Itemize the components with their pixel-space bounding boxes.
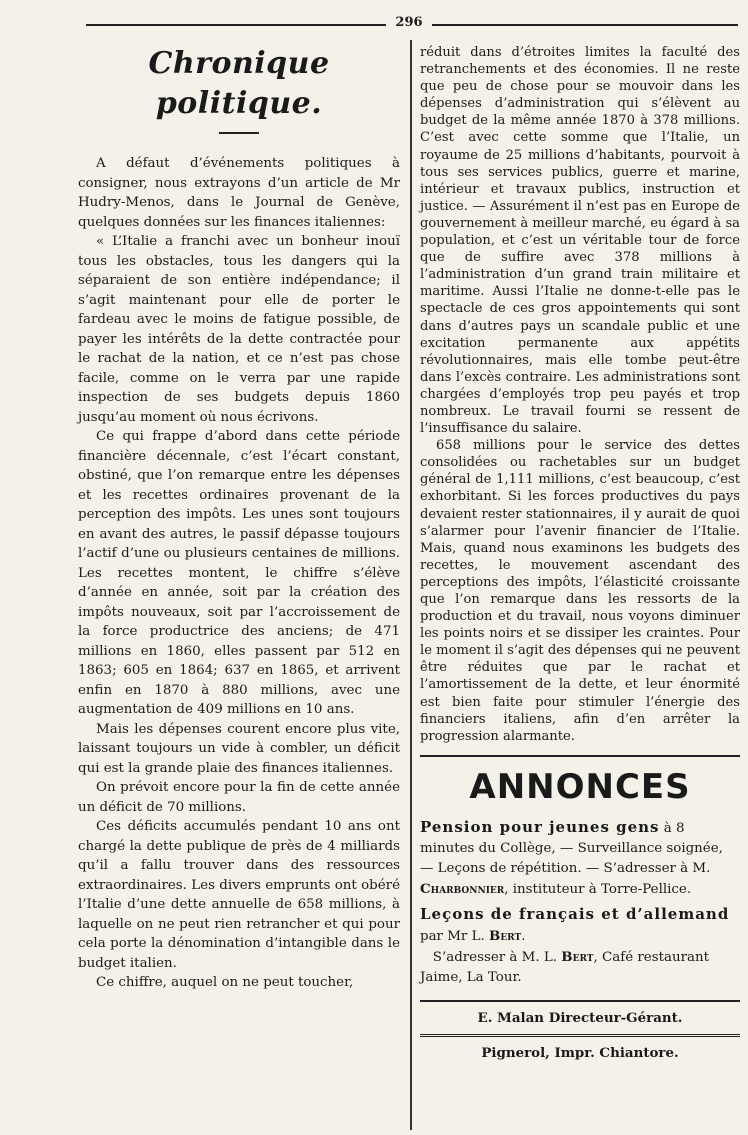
article-paragraph: A défaut d’événements politiques à consigner, nous extrayons d’un article de Mr Hudry-Menos, dans le Journal de Genève, quelques données sur les finances italiennes: [78, 156, 400, 230]
section-rule [420, 755, 740, 757]
annonces-heading: ANNONCES [469, 766, 691, 807]
ad-text: S’adresser à M. L. [432, 949, 558, 965]
header-rule-right [432, 24, 738, 26]
editor-credit: E. Malan Directeur-Gérant. [477, 1009, 683, 1026]
article-title: Chronique politique. [148, 46, 330, 121]
ad-headline: Leçons de français et d’allemand [420, 904, 730, 923]
footer-rule [420, 1000, 740, 1002]
right-column [420, 44, 740, 1063]
header-rule-left [86, 24, 386, 26]
ad-contact-name: Bert [561, 948, 594, 965]
article-paragraph: réduit dans d’étroites limites la faculté des retranchements et des économies. Il ne reste que peu de chose pour se mouvoir dans les dépenses d’administration qui s’élèvent au budget de la même année 1870 à 378 millions. C’est avec cette somme que l’Italie, un royaume de 25 millions d’habitants, pourvoit à tous ses services publics, guerre et marine, intérieur et travaux publics, instruction et justice. — Assurément il n’est pas en Europe de gouvernement à meilleur marché, eu égard à sa population, et c’est un véritable tour de force que de suffire avec 378 millions à l’administration d’un grand train militaire et maritime. Aussi l’Italie ne donne-t-elle pas le spectacle de ces gros appointements qui sont dans d’autres pays un scandale public et une excitation permanente aux appétits révolutionnaires, mais elle tombe peut-être dans l’excès contraire. Les administrations sont chargées d’employés trop peu payés et trop nombreux. Le travail fourni se ressent de l’insuffisance du salaire. [420, 45, 740, 437]
article-paragraph: Ce qui frappe d’abord dans cette période financière décennale, c’est l’écart constant, obstiné, que l’on remarque entre les dépenses et les recettes ordinaires provenant de la perception des impôts. Les unes sont toujours en avant des autres, le passif dépasse toujours l’actif d’une ou plusieurs centaines de millions. Les recettes montent, le chiffre s’élève d’année en année, soit par la création des impôts nouveaux, soit par l’accroissement de la force productrice des anciens; de 471 millions en 1860, elles passent par 512 en 1863; 605 en 1864; 637 en 1865, et arrivent enfin en 1870 à 880 millions, avec une augmentation de 409 millions en 10 ans. [78, 429, 400, 717]
article-paragraph: 658 millions pour le service des dettes consolidées ou rachetables sur un budget général de 1,111 millions, c’est beaucoup, c’est exhorbitant. Si les forces productives du pays devaient rester stationnaires, il y aurait de quoi s’alarmer pour l’avenir financier de l’Italie. Mais, quand nous examinons les budgets des recettes, le mouvement ascendant des perceptions des impôts, l’élasticité croissante que l’on remarque dans les ressorts de la production et du travail, nous voyons diminuer les points noirs et se dissiper les craintes. Pour le moment il s’agit des dépenses qui ne peuvent être réduites que par le rachat et l’amortissement de la dette, et leur énormité est bien faite pour stimuler l’énergie des financiers italiens, afin d’en arrêter la progression alarmante. [420, 438, 740, 744]
column-divider [410, 40, 412, 1130]
article-paragraph: Ces déficits accumulés pendant 10 ans ont chargé la dette publique de près de 4 milliards qu’il a fallu trouver dans des ressources extraordinaires. Les divers emprunts ont obéré l’Italie d’une dette annuelle de 658 millions, à laquelle on ne peut rien retrancher et qui pour cela porte la dénomination d’intangible dans le budget italien. [78, 819, 400, 971]
article-paragraph: Mais les dépenses courent encore plus vite, laissant toujours un vide à combler, un déficit qui est la grande plaie des finances italiennes. [78, 721, 400, 776]
advertisement-pension [420, 817, 740, 900]
ad-text: , Café restaurant Jaime, La Tour. [420, 949, 709, 985]
article-paragraph: Ce chiffre, auquel on ne peut toucher, [96, 975, 354, 990]
page-header [86, 14, 738, 34]
article-paragraph: « L’Italie a franchi avec un bonheur inouï tous les obstacles, tous les dangers qui la séparaient de son entière indépendance; il s’agit maintenant pour elle de porter le fardeau avec le moins de fatigue possible, de payer les intérêts de la dette contractée pour le rachat de la nation, et ce n’est pas chose facile, comme on le verra par une rapide inspection de ses budgets depuis 1860 jusqu’au moment où nous écrivons. [78, 234, 400, 425]
printer-credit: Pignerol, Impr. Chiantore. [481, 1044, 679, 1061]
ad-contact-name: Charbonnier [420, 880, 505, 897]
title-separator [219, 132, 259, 134]
article-paragraph: On prévoit encore pour la fin de cette année un déficit de 70 millions. [78, 780, 400, 815]
ad-text: à 8 minutes du Collège, — Surveillance soignée, — Leçons de répétition. — S’adresser à M. [420, 820, 723, 876]
footer-rule [420, 1034, 740, 1037]
ad-headline: Pension pour jeunes gens [420, 817, 660, 836]
ad-text: , instituteur à Torre-Pellice. [504, 881, 692, 897]
left-column [78, 44, 400, 993]
ad-text: par Mr L. [420, 928, 485, 944]
ad-contact-name: Bert [489, 927, 522, 944]
advertisement-lessons: Leçons de français et d’allemand par Mr L. Bert. S’adresser à M. L. Bert, Café restaurant Jaime, La Tour. [420, 904, 730, 985]
page-number: 296 [395, 15, 423, 30]
